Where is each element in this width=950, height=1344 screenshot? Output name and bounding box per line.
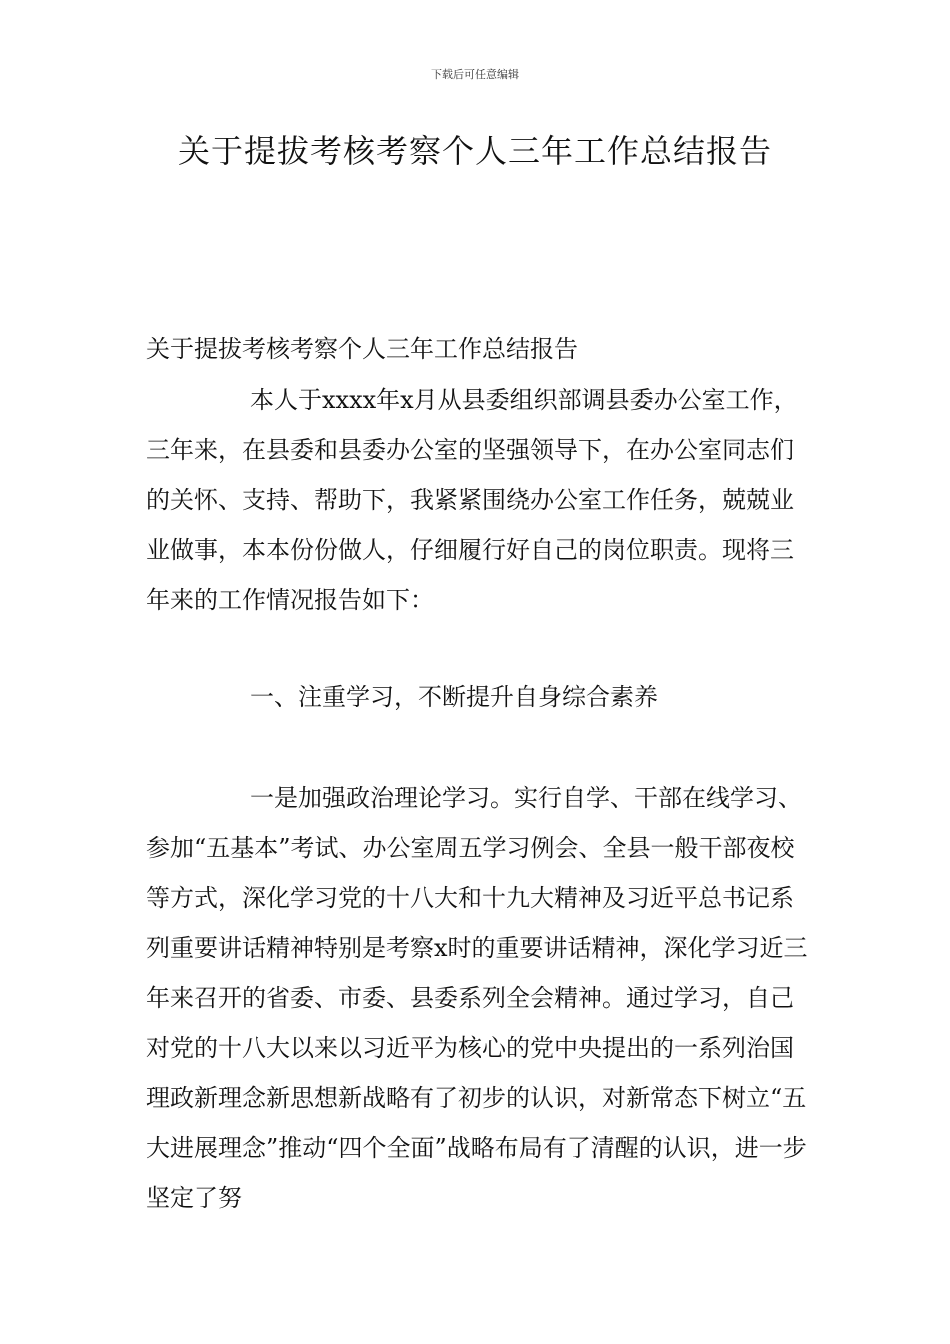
header-note: 下载后可任意编辑 <box>431 68 519 81</box>
intro-paragraph: 本人于xxxx年x月从县委组织部调县委办公室工作，三年来，在县委和县委办公室的坚强领导下，在办公室同志们的关怀、支持、帮助下，我紧紧围绕办公室工作任务，兢兢业业做事，本本份份做人，仔细履行好自己的岗位职责。现将三年来的工作情况报告如下： <box>146 386 798 614</box>
study-paragraph: 一是加强政治理论学习。实行自学、干部在线学习、参加“五基本”考试、办公室周五学习例会、全县一般干部夜校等方式，深化学习党的十八大和十九大精神及习近平总书记系列重要讲话精神特别是考察x时的重要讲话精神，深化学习近三年来召开的省委、市委、县委系列全会精神。通过学习，自己对党的十八大以来以习近平为核心的党中央提出的一系列治国理政新理念新思想新战略有了初步的认识，对新常态下树立“五大进展理念”推动“四个全面”战略布局有了清醒的认识，进一步坚定了努 <box>146 784 808 1212</box>
document-subtitle: 关于提拔考核考察个人三年工作总结报告 <box>146 335 578 363</box>
section-heading: 一、注重学习，不断提升自身综合素养 <box>250 683 658 711</box>
document-title: 关于提拔考核考察个人三年工作总结报告 <box>177 132 772 170</box>
